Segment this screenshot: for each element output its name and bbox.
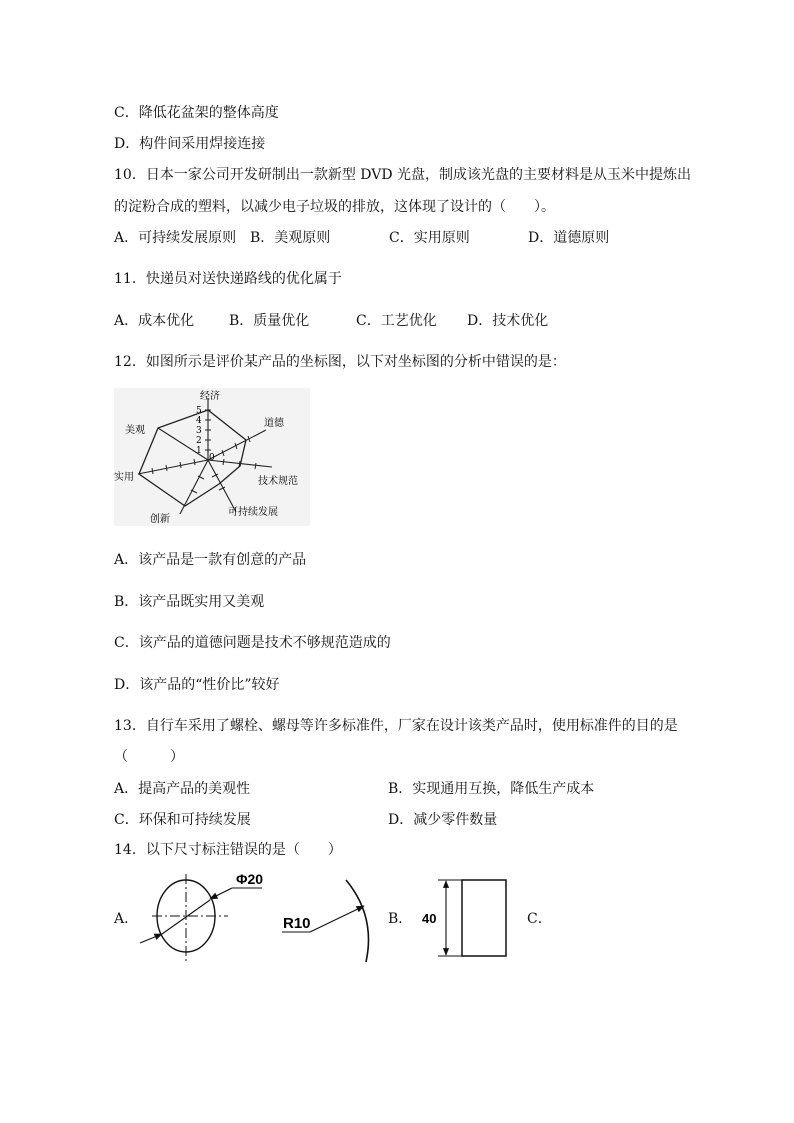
q14-figure-circle — [134, 866, 284, 966]
axis-label-practical: 实用 — [114, 472, 134, 483]
q10-option-d: D．道德原则 — [528, 230, 610, 246]
q9-option-d: D．构件间采用焊接连接 — [114, 136, 266, 152]
q10-option-b: B．美观原则 — [250, 230, 331, 246]
axis-label-sustainability: 可持续发展 — [228, 507, 278, 518]
q12-option-a: A．该产品是一款有创意的产品 — [114, 552, 307, 568]
dimension-arrow — [140, 934, 162, 943]
q10-stem-line1: 10．日本一家公司开发研制出一款新型 DVD 光盘，制成该光盘的主要材料是从玉米中提炼出 — [114, 167, 692, 183]
q12-option-b: B．该产品既实用又美观 — [114, 594, 265, 610]
dimension-r10: R10 — [283, 915, 311, 932]
q13-option-a: A．提高产品的美观性 — [114, 781, 251, 797]
q13-stem-line1: 13．自行车采用了螺栓、螺母等许多标准件，厂家在设计该类产品时，使用标准件的目的是 — [114, 718, 678, 734]
dimension-phi20: Φ20 — [236, 871, 264, 887]
q9-option-c: C．降低花盆架的整体高度 — [114, 105, 279, 121]
q14-label-b: B． — [388, 911, 413, 927]
q14-figure-rect — [418, 872, 514, 964]
dimension-40: 40 — [422, 911, 437, 926]
q12-stem: 12．如图所示是评价某产品的坐标图，以下对坐标图的分析中错误的是： — [114, 354, 566, 370]
tick-label: 4 — [196, 416, 202, 426]
axis-label-tech-standard: 技术规范 — [258, 476, 298, 487]
q14-label-a: A． — [114, 911, 139, 927]
q10-option-c: C．实用原则 — [389, 230, 470, 246]
arc-outline — [346, 880, 369, 962]
axis-label-economy: 经济 — [200, 391, 220, 402]
q10-option-a: A．可持续发展原则 — [114, 230, 237, 246]
axis-label-ethics: 道德 — [264, 418, 284, 429]
q14-figure-arc — [280, 876, 380, 964]
tick-label: 0 — [209, 453, 215, 463]
q11-stem: 11．快递员对送快递路线的优化属于 — [114, 271, 342, 287]
dimension-arrow — [210, 888, 232, 899]
q11-option-d: D．技术优化 — [467, 313, 549, 329]
q10-stem-line2: 的淀粉合成的塑料，以减少电子垃圾的排放，这体现了设计的（ ）。 — [114, 199, 555, 215]
q14-stem: 14．以下尺寸标注错误的是（ ） — [114, 842, 342, 858]
q13-option-c: C．环保和可持续发展 — [114, 812, 251, 828]
q13-stem-line2: （ ） — [114, 749, 184, 765]
q12-option-d: D．该产品的“性价比”较好 — [114, 677, 280, 693]
axis-label-innovation: 创新 — [150, 514, 170, 525]
q11-option-c: C．工艺优化 — [356, 313, 437, 329]
dimension-arrow — [310, 906, 364, 932]
rectangle-outline — [462, 880, 506, 956]
q13-option-b: B．实现通用互换，降低生产成本 — [388, 781, 595, 797]
axis-label-aesthetic: 美观 — [125, 425, 145, 436]
q13-option-d: D．减少零件数量 — [388, 812, 498, 828]
tick-label: 2 — [196, 436, 202, 446]
q12-option-c: C．该产品的道德问题是技术不够规范造成的 — [114, 635, 391, 651]
q14-label-c: C． — [527, 911, 552, 927]
q11-option-b: B．质量优化 — [229, 313, 310, 329]
tick-label: 3 — [196, 426, 202, 436]
radar-figure — [114, 388, 310, 526]
tick-label: 1 — [196, 446, 202, 456]
q11-option-a: A．成本优化 — [114, 313, 195, 329]
tick-label: 5 — [196, 406, 202, 416]
